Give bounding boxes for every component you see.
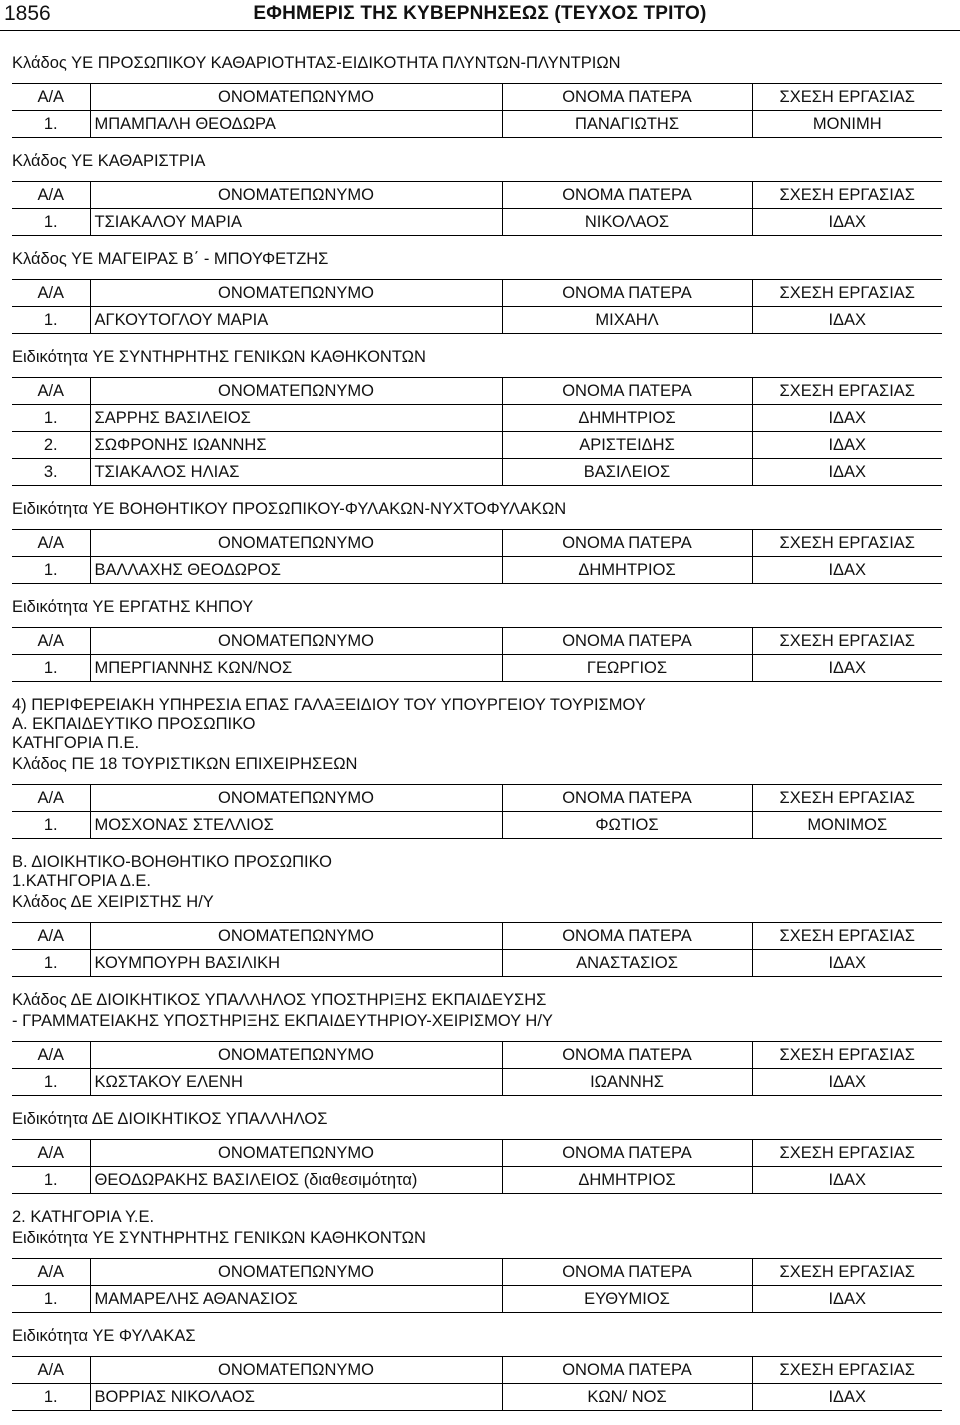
cell-aa: 1. xyxy=(12,1286,90,1313)
column-header-father: ΟΝΟΜΑ ΠΑΤΕΡΑ xyxy=(502,1357,752,1384)
table-row xyxy=(12,405,942,432)
cell-rel: ΙΔΑΧ xyxy=(752,405,942,432)
cell-rel: ΙΔΑΧ xyxy=(752,1069,942,1096)
column-header-name: ΟΝΟΜΑΤΕΠΩΝΥΜΟ xyxy=(90,378,502,405)
column-header-rel: ΣΧΕΣΗ ΕΡΓΑΣΙΑΣ xyxy=(752,378,942,405)
column-header-aa: Α/Α xyxy=(12,182,90,209)
staff-table xyxy=(12,1258,942,1313)
cell-name: ΚΩΣΤΑΚΟΥ ΕΛΕΝΗ xyxy=(90,1069,502,1096)
section-10 xyxy=(12,1110,942,1194)
table-header-row xyxy=(12,1140,942,1167)
column-header-rel: ΣΧΕΣΗ ΕΡΓΑΣΙΑΣ xyxy=(752,1140,942,1167)
cell-aa: 1. xyxy=(12,1069,90,1096)
table-row xyxy=(12,459,942,486)
staff-table xyxy=(12,627,942,682)
cell-name: ΣΑΡΡΗΣ ΒΑΣΙΛΕΙΟΣ xyxy=(90,405,502,432)
column-header-father: ΟΝΟΜΑ ΠΑΤΕΡΑ xyxy=(502,1042,752,1069)
section-8 xyxy=(12,853,942,977)
cell-rel: ΙΔΑΧ xyxy=(752,1286,942,1313)
section-5 xyxy=(12,500,942,584)
document-body xyxy=(12,50,942,1425)
staff-table xyxy=(12,181,942,236)
cell-name: ΒΟΡΡΙΑΣ ΝΙΚΟΛΑΟΣ xyxy=(90,1384,502,1411)
staff-table xyxy=(12,279,942,334)
cell-aa: 1. xyxy=(12,111,90,138)
cell-rel: ΙΔΑΧ xyxy=(752,307,942,334)
column-header-name: ΟΝΟΜΑΤΕΠΩΝΥΜΟ xyxy=(90,1042,502,1069)
column-header-aa: Α/Α xyxy=(12,530,90,557)
cell-aa: 1. xyxy=(12,405,90,432)
table-row xyxy=(12,209,942,236)
section-heading: 4) ΠΕΡΙΦΕΡΕΙΑΚΗ ΥΠΗΡΕΣΙΑ ΕΠΑΣ ΓΑΛΑΞΕΙΔΙΟΥ ΤΟΥ ΥΠΟΥΡΓΕΙΟΥ ΤΟΥΡΙΣΜΟΥ xyxy=(12,696,646,714)
column-header-rel: ΣΧΕΣΗ ΕΡΓΑΣΙΑΣ xyxy=(752,923,942,950)
section-6 xyxy=(12,598,942,682)
column-header-father: ΟΝΟΜΑ ΠΑΤΕΡΑ xyxy=(502,923,752,950)
cell-rel: ΙΔΑΧ xyxy=(752,655,942,682)
cell-aa: 3. xyxy=(12,459,90,486)
column-header-rel: ΣΧΕΣΗ ΕΡΓΑΣΙΑΣ xyxy=(752,1357,942,1384)
cell-aa: 1. xyxy=(12,1167,90,1194)
table-row xyxy=(12,1069,942,1096)
cell-aa: 1. xyxy=(12,950,90,977)
section-heading: Ειδικότητα ΥΕ ΣΥΝΤΗΡΗΤΗΣ ΓΕΝΙΚΩΝ ΚΑΘΗΚΟΝΤΩΝ xyxy=(12,348,426,366)
table-row xyxy=(12,432,942,459)
column-header-rel: ΣΧΕΣΗ ΕΡΓΑΣΙΑΣ xyxy=(752,182,942,209)
column-header-name: ΟΝΟΜΑΤΕΠΩΝΥΜΟ xyxy=(90,530,502,557)
table-row xyxy=(12,812,942,839)
cell-name: ΘΕΟΔΩΡΑΚΗΣ ΒΑΣΙΛΕΙΟΣ (διαθεσιμότητα) xyxy=(90,1167,502,1194)
table-row xyxy=(12,557,942,584)
staff-table xyxy=(12,1356,942,1411)
section-heading: Β. ΔΙΟΙΚΗΤΙΚΟ-ΒΟΗΘΗΤΙΚΟ ΠΡΟΣΩΠΙΚΟ xyxy=(12,853,332,871)
table-header-row xyxy=(12,84,942,111)
column-header-rel: ΣΧΕΣΗ ΕΡΓΑΣΙΑΣ xyxy=(752,1259,942,1286)
section-heading: 2. ΚΑΤΗΓΟΡΙΑ Υ.Ε. xyxy=(12,1208,155,1226)
cell-name: ΤΣΙΑΚΑΛΟΥ ΜΑΡΙΑ xyxy=(90,209,502,236)
staff-table xyxy=(12,922,942,977)
cell-aa: 2. xyxy=(12,432,90,459)
column-header-aa: Α/Α xyxy=(12,923,90,950)
table-row xyxy=(12,1384,942,1411)
cell-father: ΔΗΜΗΤΡΙΟΣ xyxy=(502,557,752,584)
section-heading: Κλάδος ΠΕ 18 ΤΟΥΡΙΣΤΙΚΩΝ ΕΠΙΧΕΙΡΗΣΕΩΝ xyxy=(12,755,358,773)
cell-aa: 1. xyxy=(12,655,90,682)
section-heading: Κλάδος ΔΕ ΧΕΙΡΙΣΤΗΣ Η/Υ xyxy=(12,893,214,911)
column-header-father: ΟΝΟΜΑ ΠΑΤΕΡΑ xyxy=(502,628,752,655)
column-header-father: ΟΝΟΜΑ ΠΑΤΕΡΑ xyxy=(502,1140,752,1167)
staff-table xyxy=(12,784,942,839)
cell-name: ΣΩΦΡΟΝΗΣ ΙΩΑΝΝΗΣ xyxy=(90,432,502,459)
column-header-father: ΟΝΟΜΑ ΠΑΤΕΡΑ xyxy=(502,280,752,307)
page-header xyxy=(0,0,960,31)
section-1 xyxy=(12,54,942,138)
column-header-aa: Α/Α xyxy=(12,84,90,111)
table-header-row xyxy=(12,1042,942,1069)
staff-table xyxy=(12,1139,942,1194)
cell-father: ΑΡΙΣΤΕΙΔΗΣ xyxy=(502,432,752,459)
cell-name: ΑΓΚΟΥΤΟΓΛΟΥ ΜΑΡΙΑ xyxy=(90,307,502,334)
cell-father: ΓΕΩΡΓΙΟΣ xyxy=(502,655,752,682)
cell-rel: ΙΔΑΧ xyxy=(752,1167,942,1194)
page-number: 1856 xyxy=(4,2,51,25)
column-header-father: ΟΝΟΜΑ ΠΑΤΕΡΑ xyxy=(502,182,752,209)
column-header-rel: ΣΧΕΣΗ ΕΡΓΑΣΙΑΣ xyxy=(752,628,942,655)
section-7 xyxy=(12,696,942,839)
section-4 xyxy=(12,348,942,486)
cell-father: ΑΝΑΣΤΑΣΙΟΣ xyxy=(502,950,752,977)
table-header-row xyxy=(12,923,942,950)
column-header-father: ΟΝΟΜΑ ΠΑΤΕΡΑ xyxy=(502,530,752,557)
cell-rel: ΙΔΑΧ xyxy=(752,209,942,236)
section-heading: Ειδικότητα ΥΕ ΦΥΛΑΚΑΣ xyxy=(12,1327,196,1345)
staff-table xyxy=(12,377,942,486)
section-heading: Ειδικότητα ΥΕ ΕΡΓΑΤΗΣ ΚΗΠΟΥ xyxy=(12,598,254,616)
cell-father: ΦΩΤΙΟΣ xyxy=(502,812,752,839)
cell-name: ΜΟΣΧΟΝΑΣ ΣΤΕΛΛΙΟΣ xyxy=(90,812,502,839)
column-header-name: ΟΝΟΜΑΤΕΠΩΝΥΜΟ xyxy=(90,628,502,655)
section-heading: Κλάδος ΔΕ ΔΙΟΙΚΗΤΙΚΟΣ ΥΠΑΛΛΗΛΟΣ ΥΠΟΣΤΗΡΙΞΗΣ ΕΚΠΑΙΔΕΥΣΗΣ xyxy=(12,991,547,1009)
cell-rel: ΙΔΑΧ xyxy=(752,432,942,459)
cell-name: ΒΑΛΛΑΧΗΣ ΘΕΟΔΩΡΟΣ xyxy=(90,557,502,584)
column-header-aa: Α/Α xyxy=(12,1259,90,1286)
cell-father: ΔΗΜΗΤΡΙΟΣ xyxy=(502,1167,752,1194)
cell-father: ΙΩΑΝΝΗΣ xyxy=(502,1069,752,1096)
cell-father: ΝΙΚΟΛΑΟΣ xyxy=(502,209,752,236)
cell-aa: 1. xyxy=(12,812,90,839)
cell-aa: 1. xyxy=(12,307,90,334)
table-row xyxy=(12,1167,942,1194)
column-header-name: ΟΝΟΜΑΤΕΠΩΝΥΜΟ xyxy=(90,1140,502,1167)
table-header-row xyxy=(12,1357,942,1384)
cell-rel: ΙΔΑΧ xyxy=(752,557,942,584)
column-header-rel: ΣΧΕΣΗ ΕΡΓΑΣΙΑΣ xyxy=(752,84,942,111)
table-row xyxy=(12,950,942,977)
column-header-name: ΟΝΟΜΑΤΕΠΩΝΥΜΟ xyxy=(90,785,502,812)
section-12 xyxy=(12,1327,942,1411)
section-heading: Ειδικότητα ΥΕ ΣΥΝΤΗΡΗΤΗΣ ΓΕΝΙΚΩΝ ΚΑΘΗΚΟΝΤΩΝ xyxy=(12,1229,426,1247)
section-3 xyxy=(12,250,942,334)
table-header-row xyxy=(12,785,942,812)
cell-father: ΠΑΝΑΓΙΩΤΗΣ xyxy=(502,111,752,138)
section-heading: Κλάδος ΥΕ ΠΡΟΣΩΠΙΚΟΥ ΚΑΘΑΡΙΟΤΗΤΑΣ-ΕΙΔΙΚΟΤΗΤΑ ΠΛΥΝΤΩΝ-ΠΛΥΝΤΡΙΩΝ xyxy=(12,54,621,72)
cell-father: ΚΩΝ/ ΝΟΣ xyxy=(502,1384,752,1411)
column-header-rel: ΣΧΕΣΗ ΕΡΓΑΣΙΑΣ xyxy=(752,1042,942,1069)
column-header-rel: ΣΧΕΣΗ ΕΡΓΑΣΙΑΣ xyxy=(752,530,942,557)
cell-father: ΕΥΘΥΜΙΟΣ xyxy=(502,1286,752,1313)
section-heading: Κλάδος ΥΕ ΚΑΘΑΡΙΣΤΡΙΑ xyxy=(12,152,206,170)
column-header-aa: Α/Α xyxy=(12,628,90,655)
table-row xyxy=(12,655,942,682)
column-header-name: ΟΝΟΜΑΤΕΠΩΝΥΜΟ xyxy=(90,1357,502,1384)
table-row xyxy=(12,1286,942,1313)
cell-name: ΜΠΑΜΠΑΛΗ ΘΕΟΔΩΡΑ xyxy=(90,111,502,138)
column-header-aa: Α/Α xyxy=(12,1140,90,1167)
column-header-aa: Α/Α xyxy=(12,1042,90,1069)
table-header-row xyxy=(12,530,942,557)
table-header-row xyxy=(12,1259,942,1286)
cell-rel: ΜΟΝΙΜΗ xyxy=(752,111,942,138)
table-header-row xyxy=(12,378,942,405)
cell-aa: 1. xyxy=(12,1384,90,1411)
table-row xyxy=(12,111,942,138)
staff-table xyxy=(12,529,942,584)
column-header-rel: ΣΧΕΣΗ ΕΡΓΑΣΙΑΣ xyxy=(752,280,942,307)
cell-father: ΜΙΧΑΗΛ xyxy=(502,307,752,334)
section-11 xyxy=(12,1208,942,1313)
cell-rel: ΙΔΑΧ xyxy=(752,1384,942,1411)
page-title: ΕΦΗΜΕΡΙΣ ΤΗΣ ΚΥΒΕΡΝΗΣΕΩΣ (ΤΕΥΧΟΣ ΤΡΙΤΟ) xyxy=(253,3,707,24)
table-header-row xyxy=(12,182,942,209)
section-heading: Κλάδος ΥΕ ΜΑΓΕΙΡΑΣ Β΄ - ΜΠΟΥΦΕΤΖΗΣ xyxy=(12,250,329,268)
column-header-name: ΟΝΟΜΑΤΕΠΩΝΥΜΟ xyxy=(90,1259,502,1286)
column-header-aa: Α/Α xyxy=(12,280,90,307)
cell-name: ΜΠΕΡΓΙΑΝΝΗΣ ΚΩΝ/ΝΟΣ xyxy=(90,655,502,682)
column-header-aa: Α/Α xyxy=(12,378,90,405)
column-header-name: ΟΝΟΜΑΤΕΠΩΝΥΜΟ xyxy=(90,280,502,307)
cell-aa: 1. xyxy=(12,557,90,584)
section-heading: 1.ΚΑΤΗΓΟΡΙΑ Δ.Ε. xyxy=(12,872,152,890)
staff-table xyxy=(12,1041,942,1096)
section-2 xyxy=(12,152,942,236)
column-header-father: ΟΝΟΜΑ ΠΑΤΕΡΑ xyxy=(502,84,752,111)
cell-rel: ΙΔΑΧ xyxy=(752,459,942,486)
cell-name: ΜΑΜΑΡΕΛΗΣ ΑΘΑΝΑΣΙΟΣ xyxy=(90,1286,502,1313)
cell-aa: 1. xyxy=(12,209,90,236)
cell-name: ΤΣΙΑΚΑΛΟΣ ΗΛΙΑΣ xyxy=(90,459,502,486)
column-header-father: ΟΝΟΜΑ ΠΑΤΕΡΑ xyxy=(502,378,752,405)
staff-table xyxy=(12,83,942,138)
cell-name: ΚΟΥΜΠΟΥΡΗ ΒΑΣΙΛΙΚΗ xyxy=(90,950,502,977)
table-row xyxy=(12,307,942,334)
column-header-aa: Α/Α xyxy=(12,1357,90,1384)
column-header-name: ΟΝΟΜΑΤΕΠΩΝΥΜΟ xyxy=(90,923,502,950)
column-header-rel: ΣΧΕΣΗ ΕΡΓΑΣΙΑΣ xyxy=(752,785,942,812)
table-header-row xyxy=(12,280,942,307)
cell-rel: ΙΔΑΧ xyxy=(752,950,942,977)
column-header-name: ΟΝΟΜΑΤΕΠΩΝΥΜΟ xyxy=(90,182,502,209)
column-header-father: ΟΝΟΜΑ ΠΑΤΕΡΑ xyxy=(502,785,752,812)
column-header-name: ΟΝΟΜΑΤΕΠΩΝΥΜΟ xyxy=(90,84,502,111)
section-heading: Ειδικότητα ΥΕ ΒΟΗΘΗΤΙΚΟΥ ΠΡΟΣΩΠΙΚΟΥ-ΦΥΛΑΚΩΝ-ΝΥΧΤΟΦΥΛΑΚΩΝ xyxy=(12,500,567,518)
cell-rel: ΜΟΝΙΜΟΣ xyxy=(752,812,942,839)
section-9 xyxy=(12,991,942,1096)
section-heading: - ΓΡΑΜΜΑΤΕΙΑΚΗΣ ΥΠΟΣΤΗΡΙΞΗΣ ΕΚΠΑΙΔΕΥΤΗΡΙΟΥ-ΧΕΙΡΙΣΜΟΥ Η/Υ xyxy=(12,1012,553,1030)
cell-father: ΔΗΜΗΤΡΙΟΣ xyxy=(502,405,752,432)
section-heading: ΚΑΤΗΓΟΡΙΑ Π.Ε. xyxy=(12,734,140,752)
section-heading: Α. ΕΚΠΑΙΔΕΥΤΙΚΟ ΠΡΟΣΩΠΙΚΟ xyxy=(12,715,256,733)
table-header-row xyxy=(12,628,942,655)
cell-father: ΒΑΣΙΛΕΙΟΣ xyxy=(502,459,752,486)
column-header-father: ΟΝΟΜΑ ΠΑΤΕΡΑ xyxy=(502,1259,752,1286)
column-header-aa: Α/Α xyxy=(12,785,90,812)
section-heading: Ειδικότητα ΔΕ ΔΙΟΙΚΗΤΙΚΟΣ ΥΠΑΛΛΗΛΟΣ xyxy=(12,1110,328,1128)
